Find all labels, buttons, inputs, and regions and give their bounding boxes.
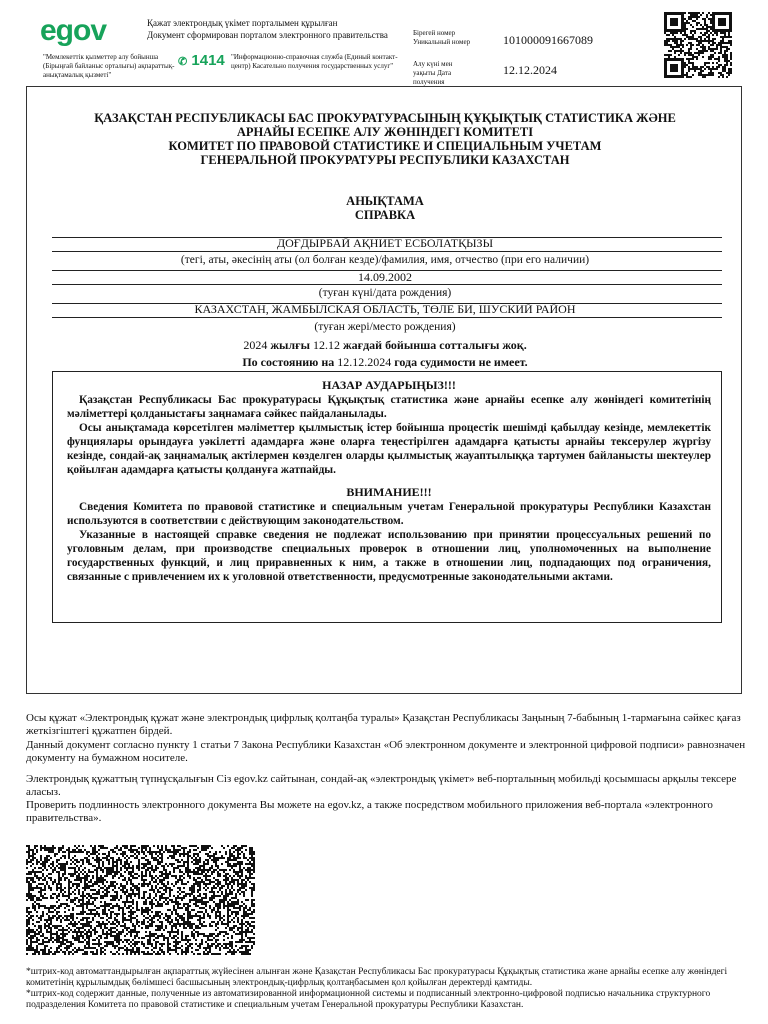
- document-header: [0, 0, 768, 86]
- contact-phone: ✆ 1414: [178, 52, 225, 69]
- person-name: ДОҒДЫРБАЙ АҚНИЕТ ЕСБОЛАТҚЫЗЫ: [276, 236, 494, 250]
- barcode-icon: [26, 845, 140, 955]
- issuing-organization: ҚАЗАҚСТАН РЕСПУБЛИКАСЫ БАС ПРОКУРАТУРАСЫНЫҢ ҚҰҚЫҚТЫҚ СТАТИСТИКА ЖӘНЕ АРНАЙЫ ЕСЕПКЕ АЛУ ЖӨНІНДЕГІ КОМИТЕТІ КОМИТЕТ ПО ПРАВОВОЙ СТАТИСТИКЕ И СПЕЦИАЛЬНЫМ УЧЕТАМ ГЕНЕРАЛЬНОЙ ПРОКУРАТУРЫ РЕСПУБЛИКИ КАЗАХСТАН: [94, 111, 676, 167]
- unique-number: 10100009166708​9: [503, 33, 593, 47]
- barcode-icon: [141, 845, 255, 955]
- warning-kz-p1: Қазақстан Республикасы Бас прокуратурасы Құқықтық статистика және арнайы есепке алу жөніндегі комитетінің мәліметтері қолданыстағы заңнамаға сәйкес пайдаланылады.: [67, 394, 711, 420]
- warning-ru-p2: Указанные в настоящей справке сведения не подлежат использованию при принятии процессуальных решений по уголовным делам, при производстве специальных проверок в отношении лиц, уполномоченных на выполнение государственных функций, и лиц приравненных к ним, а также в отношении лиц, подпадающих под ограничения, связанные с привлечением их к уголовной ответственности, предусмотренные законодательными актами.: [67, 529, 711, 583]
- receive-date: 12.12.2024: [503, 63, 557, 77]
- legal-note-ru: Данный документ согласно пункту 1 статьи 7 Закона Республики Казахстан «Об электронном документе и электронной цифровой подписи» равнозначен документу на бумажном носителе.: [26, 739, 746, 764]
- status-kz: 2024 жылғы 12.12 жағдай бойынша сотталығы жоқ.: [243, 338, 527, 352]
- person-name-caption: (тегі, аты, әкесінің аты (ол болған кезде)/фамилия, имя, отчество (при его наличии): [180, 254, 590, 266]
- divider: [52, 251, 722, 252]
- divider: [52, 284, 722, 285]
- egov-logo: egov: [40, 14, 107, 47]
- phone-icon: ✆: [178, 56, 188, 68]
- barcode-footnote: *штрих-код автоматтандырылған ақпараттық жүйесінен алынған және Қазақстан Республикасы Бас прокуратурасы Құқықтық статистика және арнайы есепке алу жөніндегі комитетінің құрылымдық бөлімшесі басшысының электрондық-цифрлық қолтаңбасымен қол қойылған деректерді қамтиды. *штрих-код содержит данные, полученные из автоматизированной информационной системы и подписанный электронно-цифровой подписью начальника структурного подразделения Комитета по правовой статистике и специальным учетам Генеральной прокуратуры Республики Казахстан.: [26, 967, 728, 1010]
- receive-date-label: Алу күні мен уақыты Дата получения: [413, 60, 453, 86]
- service-note-right: "Информационно-справочная служба (Единый контакт-центр) Касательно получения государственных услуг": [231, 53, 398, 70]
- birth-place: КАЗАХСТАН, ЖАМБЫЛСКАЯ ОБЛАСТЬ, ТӨЛЕ БИ, ШУСКИЙ РАЙОН: [194, 302, 576, 316]
- certificate-frame: [26, 86, 742, 694]
- verify-note-kz: Электрондық құжаттың түпнұсқалығын Сіз egov.kz сайтынан, сондай-ақ «электрондық үкімет» веб-порталының мобильді қосымшасы арқылы тексере аласыз.: [26, 773, 737, 798]
- warning-kz-p2: Осы анықтамада көрсетілген мәліметтер қылмыстық істер бойынша процестік шешімді қабылдау кезінде, мемлекеттік фунциялары орындауға уәкілетті адамдарға және оларға теңестірілген адамдарға қатысты арнайы тексерулер жүргізу кезінде, сондай-ақ заңнамалық актілермен көзделген оларды қылмыстық жауаптылыққа тартумен байланысты шектеулер қойылған адамдарға қатысты қолдануға жатпайды.: [67, 422, 711, 476]
- warning-ru-p1: Сведения Комитета по правовой статистике и специальным учетам Генеральной прокуратуры Республики Казахстан используются в соответствии с действующим законодательством.: [67, 501, 711, 527]
- warning-title-ru: ВНИМАНИЕ!!!: [346, 485, 432, 499]
- portal-note: Қажат электрондық үкімет порталымен құрылған Документ сформирован порталом электронного правительства: [147, 18, 388, 40]
- unique-number-label: Бірегей номер Уникальный номер: [413, 29, 471, 46]
- warning-box: [52, 371, 722, 623]
- birth-date-caption: (туған күні/дата рождения): [318, 287, 452, 299]
- birth-date: 14.09.2002: [358, 270, 412, 284]
- service-note-left: "Мемлекеттік қызметтер алу бойынша (Бірыңғай байланыс орталығы) ақпараттық-анықтамалық қызметі": [43, 53, 175, 79]
- verify-note-ru: Проверить подлинность электронного документа Вы можете на egov.kz, а также посредством мобильного приложения веб-портала «электронного правительства».: [26, 799, 713, 824]
- status-ru: По состоянию на 12.12.2024 года судимости не имеет.: [242, 355, 528, 369]
- document-title: АНЫҚТАМА СПРАВКА: [346, 194, 424, 222]
- legal-note-kz: Осы құжат «Электрондық құжат және электрондық цифрлық қолтаңба туралы» Қазақстан Республикасы Заңының 7-бабының 1-тармағына сәйкес қағаз жеткізгіштегі құжатпен бірдей.: [26, 712, 741, 737]
- qr-code-icon: [664, 12, 732, 78]
- warning-title-kz: НАЗАР АУДАРЫҢЫЗ!!!: [322, 378, 456, 392]
- birth-place-caption: (туған жері/место рождения): [314, 321, 456, 333]
- divider: [52, 317, 722, 318]
